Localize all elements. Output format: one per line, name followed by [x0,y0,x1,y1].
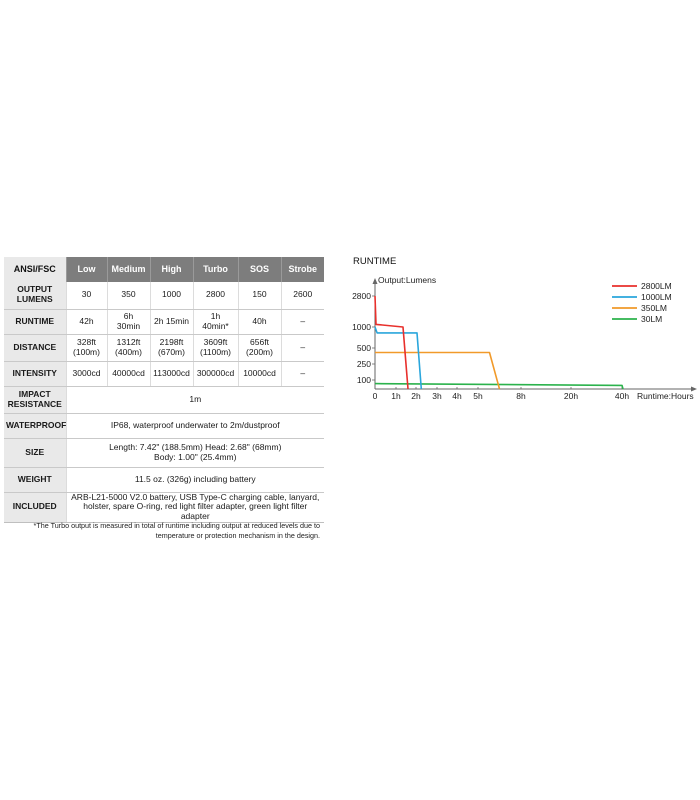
y-tick-label: 2800 [352,291,371,301]
table-cell: 350 [107,282,150,309]
table-row [4,386,324,413]
row-label-impact-resistance: IMPACT RESISTANCE [4,386,66,413]
x-tick-label: 8h [516,391,526,401]
row-label-distance: DISTANCE [4,334,66,361]
table-row [4,492,324,522]
table-cell: 328ft (100m) [66,334,107,361]
x-axis-title: Runtime:Hours [637,391,694,401]
row-label-waterproof: WATERPROOF [4,413,66,438]
table-cell: 2198ft (670m) [150,334,193,361]
legend-label-350lm: 350LM [641,303,667,313]
table-row [4,282,324,309]
table-cell: – [281,309,324,334]
y-tick-label: 1000 [352,322,371,332]
table-cell: 3609ft (1100m) [193,334,238,361]
table-row [4,467,324,492]
row-label-intensity: INTENSITY [4,361,66,386]
table-row [4,334,324,361]
row-label-output-lumens: OUTPUT LUMENS [4,282,66,309]
table-cell: 2h 15min [150,309,193,334]
row-label-included: INCLUDED [4,492,66,522]
table-cell: 3000cd [66,361,107,386]
table-row [4,309,324,334]
runtime-chart [340,270,700,410]
table-cell: 2600 [281,282,324,309]
table-cell: IP68, waterproof underwater to 2m/dustproof [66,413,324,438]
table-cell: 113000cd [150,361,193,386]
table-cell: 2800 [193,282,238,309]
x-tick-label: 20h [563,391,579,401]
chart-title: RUNTIME [353,256,397,267]
header-turbo: Turbo [193,257,238,282]
x-tick-label: 3h [432,391,442,401]
header-sos: SOS [238,257,281,282]
y-tick-label: 100 [356,375,371,385]
x-tick-label: 5h [473,391,483,401]
legend-label-2800lm: 2800LM [641,281,672,291]
y-axis-title: Output:Lumens [378,275,437,285]
table-cell: 42h [66,309,107,334]
table-cell: – [281,361,324,386]
row-label-weight: WEIGHT [4,467,66,492]
legend-label-1000lm: 1000LM [641,292,672,302]
table-cell: Length: 7.42" (188.5mm) Head: 2.68" (68mm) Body: 1.00" (25.4mm) [66,438,324,467]
table-cell: 1312ft (400m) [107,334,150,361]
y-axis-arrow [373,278,378,284]
header-low: Low [66,257,107,282]
header-ansi-fsc: ANSI/FSC [4,257,66,282]
table-cell: 10000cd [238,361,281,386]
x-tick-label: 4h [452,391,462,401]
turbo-footnote: *The Turbo output is measured in total of runtime including output at reduced levels due to temperature or protection mechanism in the design. [33,521,320,540]
table-cell: ARB-L21-5000 V2.0 battery, USB Type-C charging cable, lanyard, holster, spare O-ring, red light filter adapter, green light filter adapter [66,492,324,522]
table-cell: 11.5 oz. (326g) including battery [66,467,324,492]
table-cell: 1m [66,386,324,413]
spec-table [4,257,324,523]
y-tick-label: 500 [356,343,371,353]
x-tick-label: 1h [391,391,401,401]
table-cell: 40h [238,309,281,334]
table-row [4,438,324,467]
series-line-2800lm [375,296,408,389]
table-cell: 40000cd [107,361,150,386]
header-medium: Medium [107,257,150,282]
x-tick-label: 2h [411,391,421,401]
table-row [4,361,324,386]
table-cell: – [281,334,324,361]
table-row [4,413,324,438]
row-label-size: SIZE [4,438,66,467]
series-line-1000lm [375,327,421,389]
table-cell: 30 [66,282,107,309]
table-cell: 1000 [150,282,193,309]
y-tick-label: 250 [356,359,371,369]
table-cell: 6h 30min [107,309,150,334]
table-cell: 300000cd [193,361,238,386]
table-header-row [4,257,324,282]
header-high: High [150,257,193,282]
table-cell: 1h 40min* [193,309,238,334]
table-cell: 150 [238,282,281,309]
legend-label-30lm: 30LM [641,314,663,324]
x-tick-label: 0 [372,391,378,401]
table-cell: 656ft (200m) [238,334,281,361]
row-label-runtime: RUNTIME [4,309,66,334]
header-strobe: Strobe [281,257,324,282]
x-tick-label: 40h [614,391,630,401]
